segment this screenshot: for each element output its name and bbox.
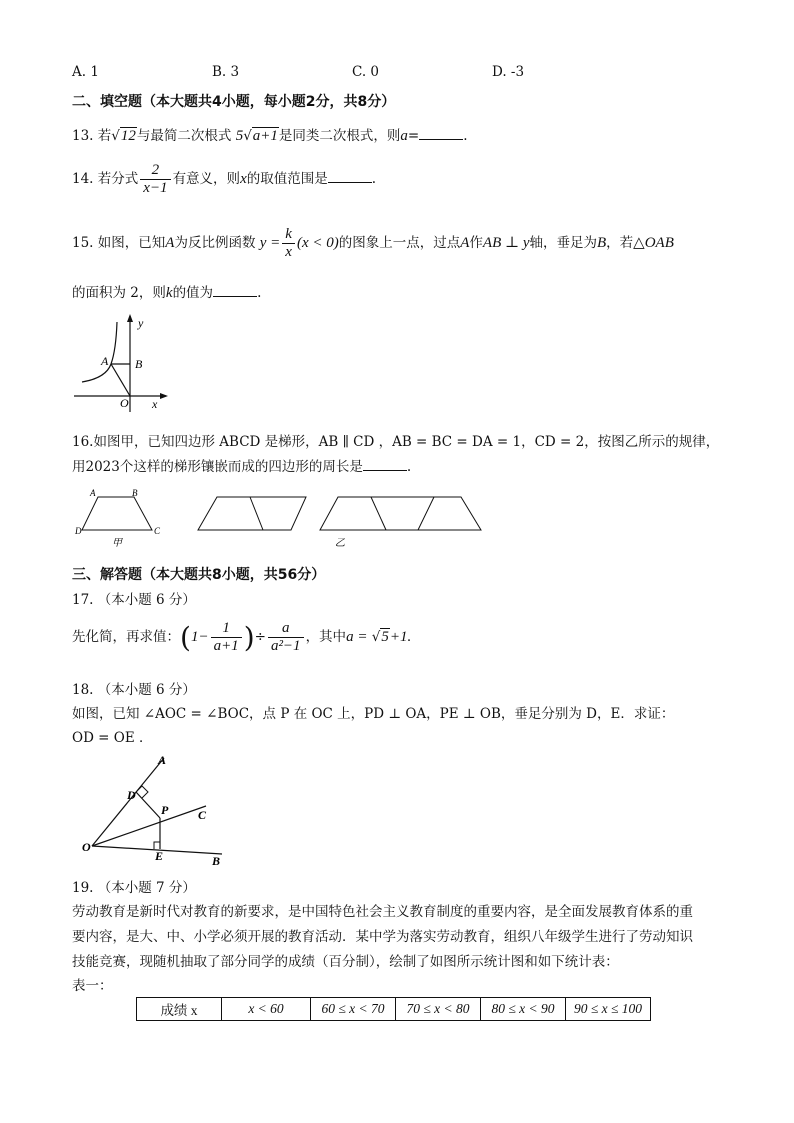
question-19-head: 19. （本小题 7 分）: [72, 880, 196, 896]
question-14: 14. 若分式 $\frac{2}{x-1}$ 有意义，则x的取值范围是 .: [72, 162, 377, 196]
label-x: x: [152, 397, 158, 411]
right-angle-e: [154, 842, 160, 849]
fraction: $\frac{2}{x-1}$: [140, 162, 170, 197]
label-p: P: [161, 803, 169, 817]
y-arrow: [127, 314, 133, 322]
figure-15: [72, 312, 172, 412]
right-angle-d: [136, 786, 148, 798]
question-16-line2: 用2023个这样的梯形镶嵌而成的四边形的周长是 .: [72, 459, 412, 475]
table-header-cell: 90 ≤ x ≤ 100: [566, 998, 651, 1021]
label-o: O: [82, 840, 91, 854]
option-a: A. 1: [72, 64, 99, 80]
answer-blank: [328, 170, 372, 183]
question-17-head: 17. （本小题 6 分）: [72, 592, 196, 608]
option-d: D. -3: [492, 64, 525, 80]
label-b: B: [135, 357, 143, 371]
caption-jia: 甲: [112, 538, 122, 549]
question-13: 13. 若√12与最简二次根式 5√a+1是同类二次根式，则a= .: [72, 128, 468, 144]
tiling-three: [320, 497, 481, 530]
table-header-cell: 80 ≤ x < 90: [481, 998, 566, 1021]
label-o: O: [120, 396, 129, 410]
label-c: C: [198, 808, 207, 822]
fraction: $\frac{1}{a+1}$: [211, 620, 242, 655]
segment-ao: [111, 364, 130, 396]
table-label: 表一：: [72, 978, 113, 994]
answer-blank: [419, 127, 463, 140]
table-row: [137, 998, 651, 1021]
caption-yi: 乙: [335, 538, 345, 549]
segment-pd: [136, 792, 160, 818]
question-16: 16.如图甲，已知四边形 ABCD 是梯形，AB ∥ CD ，AB = BC = DA = 1，CD = 2，按图乙所示的规律，: [72, 434, 720, 450]
figure-18: [76, 750, 236, 868]
label-d: D: [75, 526, 82, 536]
table-header-cell: x < 60: [222, 998, 311, 1021]
trapezoid-jia: [82, 497, 152, 530]
section2-title: 二、填空题（本大题共4小题，每小题2分，共8分）: [72, 94, 396, 110]
question-18-head: 18. （本小题 6 分）: [72, 682, 196, 698]
label-e: E: [155, 849, 164, 863]
label-a: A: [158, 753, 167, 767]
question-19-p1: 劳动教育是新时代对教育的新要求，是中国特色社会主义教育制度的重要内容，是全面发展教育体系的重: [72, 904, 693, 920]
hyperbola-curve: [82, 322, 117, 382]
question-18: 如图，已知 ∠AOC = ∠BOC，点 P 在 OC 上，PD ⊥ OA，PE ⊥ OB，垂足分别为 D，E．求证：: [72, 706, 675, 722]
x-arrow: [160, 393, 168, 399]
label-b: B: [212, 854, 221, 868]
question-15-line2: 的面积为 2，则k的值为 .: [72, 285, 262, 301]
label-a: A: [101, 354, 109, 368]
section3-title: 三、解答题（本大题共8小题，共56分）: [72, 567, 326, 583]
question-15: 15. 如图，已知A为反比例函数 y = $\frac{k}{x}$ (x < 0)的图象上一点，过点A作AB ⊥ y轴，垂足为B，若△OAB: [72, 226, 674, 260]
table-header-cell: 60 ≤ x < 70: [311, 998, 396, 1021]
question-19-p2: 要内容，是大、中、小学必须开展的教育活动．某中学为落实劳动教育，组织八年级学生进行了劳动知识: [72, 929, 693, 945]
fraction: $\frac{a}{\text{a²−1}}$: [268, 620, 304, 655]
score-table: [136, 997, 651, 1021]
answer-blank: [213, 284, 257, 297]
table-header-cell: 成绩 x: [137, 998, 222, 1021]
answer-blank: [363, 458, 407, 471]
option-c: C. 0: [352, 64, 380, 80]
figure-16: [72, 484, 492, 554]
label-y: y: [138, 316, 144, 330]
label-a: A: [90, 488, 96, 498]
fraction: $\frac{k}{x}$: [282, 226, 295, 261]
question-17: 先化简，再求值：(1− $\frac{1}{a+1}$ )÷ $\frac{a}{\text{a²−1}}$ ，其中a = √5+1.: [72, 620, 412, 654]
label-d: D: [127, 788, 136, 802]
label-b: B: [132, 488, 138, 498]
question-19-p3: 技能竞赛，现随机抽取了部分同学的成绩（百分制），绘制了如图所示统计图和如下统计表：: [72, 954, 619, 970]
question-18-line2: OD = OE ．: [72, 730, 153, 746]
table-header-cell: 70 ≤ x < 80: [396, 998, 481, 1021]
option-b: B. 3: [212, 64, 240, 80]
label-c: C: [154, 526, 161, 536]
